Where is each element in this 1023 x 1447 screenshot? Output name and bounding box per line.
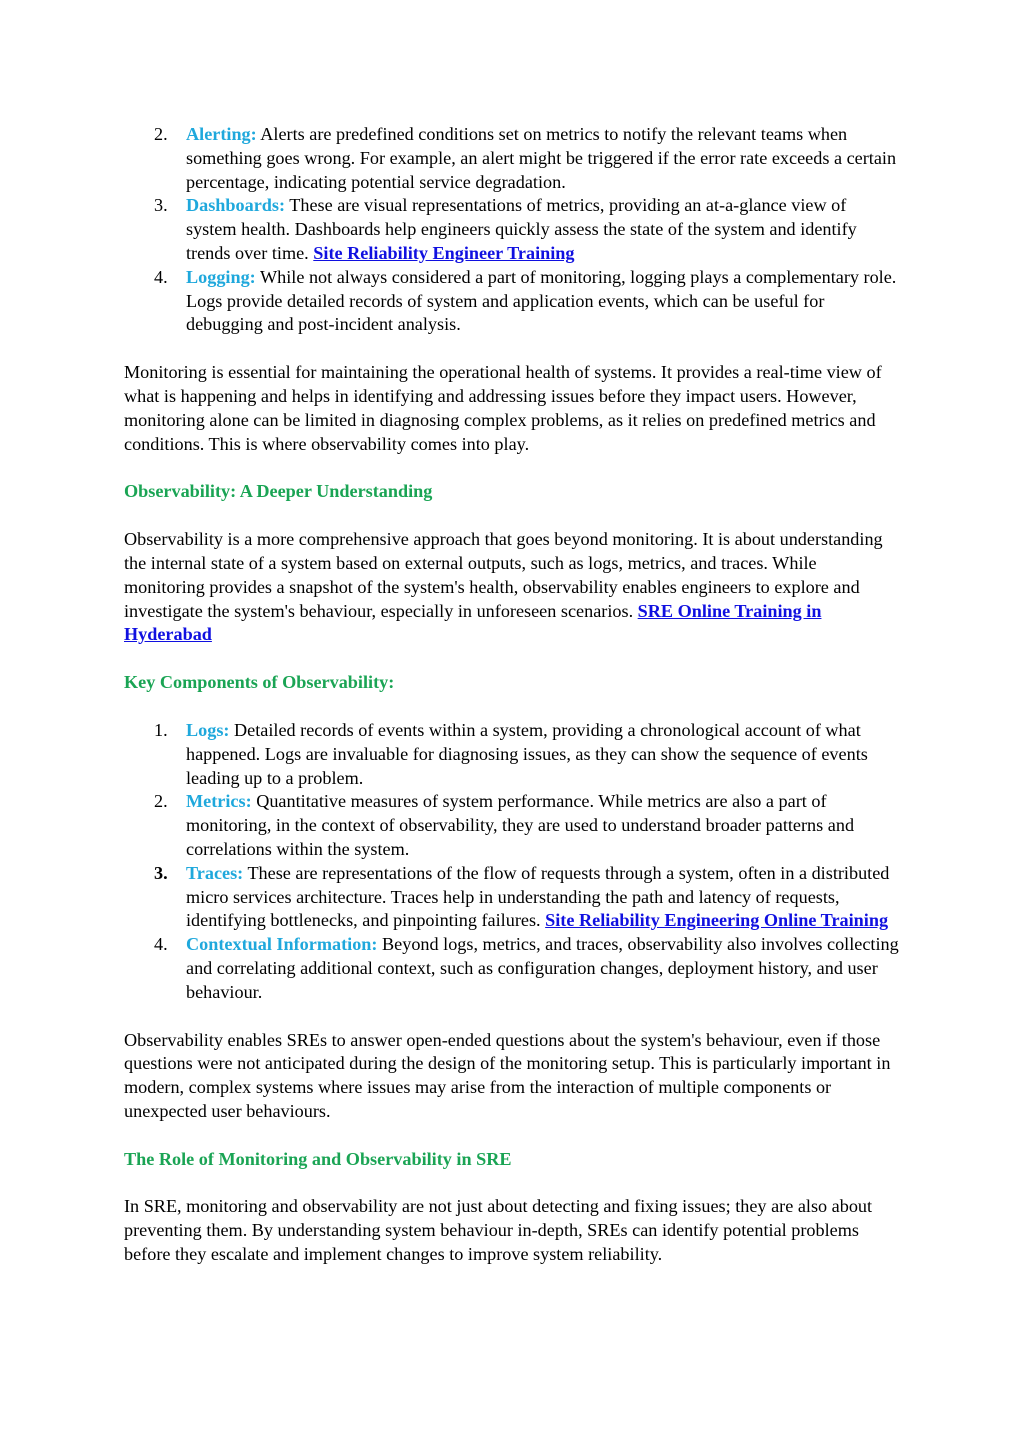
list-text: Beyond logs, metrics, and traces, observability also involves collecting and correlating additional context, such as configuration changes, deployment history, and user behaviour. bbox=[186, 934, 899, 1002]
list-text: Detailed records of events within a system, providing a chronological account of what happened. Logs are invaluable for diagnosing issues, as they can show the sequence of events leading up to a problem. bbox=[186, 719, 868, 788]
training-link[interactable]: Site Reliability Engineer Training bbox=[313, 242, 575, 263]
section-heading: Observability: A Deeper Understanding bbox=[124, 481, 433, 502]
paragraph: In SRE, monitoring and observability are not just about detecting and fixing issues; they are also about preventing them. By understanding system behaviour in-depth, SREs can identify potential problems before they escalate and implement changes to improve system reliability. bbox=[124, 1196, 873, 1265]
list-text: These are representations of the flow of requests through a system, often in a distributed micro services architecture. Traces help in understanding the path and latency of requests, identifying bottlenecks, and pinpointing failures. bbox=[186, 862, 890, 931]
list-number: 4. bbox=[154, 266, 168, 287]
paragraph: Observability enables SREs to answer open-ended questions about the system's behaviour, even if those questions were not anticipated during the design of the monitoring setup. This is particularly important in modern, complex systems where issues may arise from the interaction of multiple components or unexpected user behaviours. bbox=[124, 1029, 891, 1121]
list-item bbox=[124, 194, 899, 265]
monitoring-components-list bbox=[124, 123, 899, 337]
paragraph: Monitoring is essential for maintaining the operational health of systems. It provides a real-time view of what is happening and helps in identifying and addressing issues before they impact users. However, monitoring alone can be limited in diagnosing complex problems, as it relies on predefined metrics and conditions. This is where observability comes into play. bbox=[124, 362, 882, 454]
list-term: Contextual Information: bbox=[186, 934, 378, 955]
list-term: Logging: bbox=[186, 266, 256, 287]
list-text: Quantitative measures of system performance. While metrics are also a part of monitoring, in the context of observability, they are used to understand broader patterns and correlations within the system. bbox=[186, 791, 855, 859]
list-item bbox=[124, 790, 899, 861]
training-link[interactable]: Site Reliability Engineering Online Training bbox=[545, 910, 889, 931]
list-number: 2. bbox=[154, 791, 168, 812]
paragraph-text: Observability is a more comprehensive approach that goes beyond monitoring. It is about understanding the internal state of a system based on external outputs, such as logs, metrics, and traces. While monitoring provides a snapshot of the system's health, observability enables engineers to explore and investigate the system's behaviour, especially in unforeseen scenarios. bbox=[124, 529, 883, 621]
list-number: 4. bbox=[154, 934, 168, 955]
list-term: Alerting: bbox=[186, 124, 257, 144]
list-number: 3. bbox=[154, 862, 168, 883]
list-term: Metrics: bbox=[186, 791, 252, 812]
section-heading: The Role of Monitoring and Observability in SRE bbox=[124, 1148, 512, 1169]
list-text: Alerts are predefined conditions set on metrics to notify the relevant teams when something goes wrong. For example, an alert might be triggered if the error rate exceeds a certain percentage, indicating potential service degradation. bbox=[186, 124, 897, 192]
list-number: 1. bbox=[154, 719, 168, 740]
list-number: 3. bbox=[154, 195, 168, 216]
list-term: Dashboards: bbox=[186, 195, 286, 216]
list-term: Traces: bbox=[186, 862, 244, 883]
document-page bbox=[124, 123, 899, 1267]
list-item bbox=[124, 266, 899, 337]
list-term: Logs: bbox=[186, 719, 230, 740]
observability-components-list bbox=[124, 719, 899, 1005]
list-item bbox=[124, 719, 899, 790]
list-text: While not always considered a part of monitoring, logging plays a complementary role. Logs provide detailed records of system and application events, which can be useful for debugging and post-incident analysis. bbox=[186, 266, 897, 335]
list-number: 2. bbox=[154, 124, 168, 144]
list-item bbox=[124, 933, 899, 1004]
list-text: These are visual representations of metrics, providing an at-a-glance view of system health. Dashboards help engineers quickly assess the state of the system and identify trends over time. bbox=[186, 195, 857, 263]
paragraph bbox=[124, 528, 899, 647]
list-item bbox=[124, 123, 899, 194]
section-heading: Key Components of Observability: bbox=[124, 672, 395, 693]
list-item bbox=[124, 862, 899, 933]
training-link[interactable]: SRE Online Training in Hyderabad bbox=[124, 600, 822, 645]
